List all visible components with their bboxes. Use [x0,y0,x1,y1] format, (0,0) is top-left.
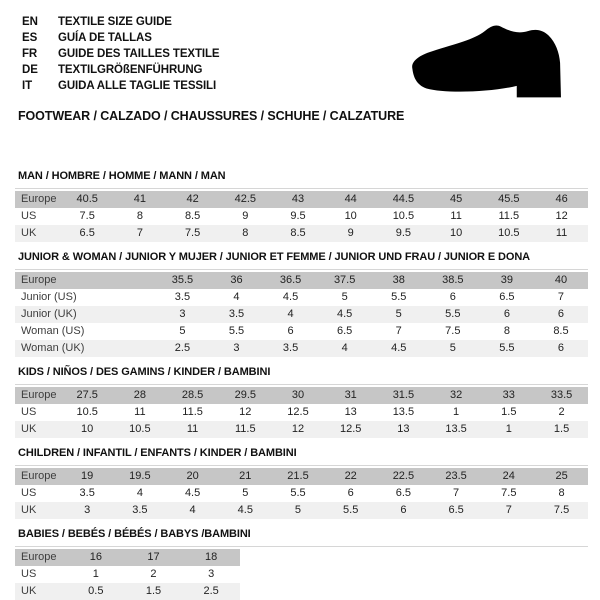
size-cell: 4.5 [372,340,426,357]
row-label: US [21,487,37,499]
size-cell: 12.5 [287,406,309,418]
size-cell: 3.5 [174,291,191,303]
size-cell: 10.5 [114,421,167,438]
size-cell: 3.5 [79,487,95,499]
size-cell: 6.5 [337,325,353,337]
size-cell: 40 [534,272,588,289]
size-cell: 13 [344,406,357,418]
size-cell: 33.5 [535,387,588,404]
size-cell: 11.5 [498,210,520,222]
size-cell: 1 [482,421,535,438]
size-cell: 6 [377,502,430,519]
size-cell: 5 [426,340,480,357]
size-table-section [15,251,588,357]
size-cell: 3 [209,340,263,357]
table-row [15,404,588,421]
language-code: ES [22,32,38,44]
table-row [15,306,588,323]
language-title: GUIDE DES TAILLES TEXTILE [58,48,220,60]
row-label: UK [15,225,61,242]
language-code: IT [22,80,33,92]
size-cell: 11 [450,210,462,222]
size-cell: 11.5 [182,406,203,418]
table-row [15,566,240,583]
table-row [15,468,588,485]
size-cell: 10.5 [76,406,98,418]
shoe-icon [398,16,586,100]
row-label: Junior (US) [21,291,77,303]
size-cell: 11 [166,421,219,438]
size-cell: 46 [535,191,588,208]
size-cell: 22 [324,468,377,485]
size-cell: 10.5 [482,225,535,242]
size-cell: 5.5 [324,502,377,519]
table-row [15,191,588,208]
size-cell: 24 [482,468,535,485]
table-wrap [15,465,588,519]
table-title: MAN / HOMBRE / HOMME / MANN / MAN [18,170,226,182]
size-cell: 2 [558,406,565,418]
size-cell: 4.5 [184,487,201,499]
size-table [15,549,240,600]
row-label: Europe [15,549,67,566]
size-cell: 7 [395,325,402,337]
size-table [15,387,588,438]
table-title: BABIES / BEBÉS / BÉBÉS / BABYS /BAMBINI [18,528,251,540]
row-label: Europe [15,468,61,485]
size-cell: 6 [534,340,588,357]
table-wrap [15,269,588,357]
table-title: JUNIOR & WOMAN / JUNIOR Y MUJER / JUNIOR ET FEMME / JUNIOR UND FRAU / JUNIOR E DONA [18,251,531,263]
size-table-section [15,447,588,519]
size-cell: 9.5 [377,225,430,242]
table-row [15,485,588,502]
size-cell: 4.5 [318,306,372,323]
size-cell: 5 [179,325,186,337]
size-tables [0,170,600,600]
size-cell: 35.5 [155,272,209,289]
row-label: Junior (UK) [15,306,155,323]
row-label: Woman (UK) [15,340,155,357]
size-table [15,468,588,519]
size-cell: 4 [233,291,240,303]
table-row [15,208,588,225]
size-cell: 7.5 [535,502,588,519]
size-cell: 6 [534,306,588,323]
size-cell: 17 [125,549,183,566]
size-cell: 13 [377,421,430,438]
size-cell: 38 [372,272,426,289]
size-cell: 38.5 [426,272,480,289]
size-cell: 25 [535,468,588,485]
table-row [15,549,240,566]
size-cell: 20 [166,468,219,485]
size-cell: 27.5 [61,387,114,404]
size-cell: 11 [134,406,146,418]
size-cell: 3 [208,568,215,580]
row-label: UK [15,502,61,519]
size-cell: 5.5 [426,306,480,323]
size-cell: 5 [372,306,426,323]
size-cell: 10 [61,421,114,438]
size-cell: 5 [272,502,325,519]
size-cell: 4 [166,502,219,519]
size-cell: 32 [430,387,483,404]
size-cell: 4 [318,340,372,357]
size-cell: 5.5 [290,487,306,499]
size-cell: 40.5 [61,191,114,208]
size-cell: 8.5 [184,210,201,222]
size-cell: 4 [136,487,143,499]
row-label: US [21,210,37,222]
row-label: UK [15,583,67,600]
table-row [15,421,588,438]
size-cell: 3 [61,502,114,519]
language-title: GUIDA ALLE TAGLIE TESSILI [58,80,217,92]
table-row [15,323,588,340]
category-title: FOOTWEAR / CALZADO / CHAUSSURES / SCHUHE / CALZATURE [18,109,405,123]
size-cell: 7.5 [445,325,461,337]
size-cell: 13.5 [430,421,483,438]
size-cell: 21 [219,468,272,485]
size-cell: 11.5 [219,421,272,438]
size-cell: 4.5 [282,291,299,303]
size-cell: 1 [92,568,99,580]
size-cell: 5 [341,291,348,303]
size-cell: 16 [67,549,125,566]
size-cell: 43 [272,191,325,208]
table-row [15,502,588,519]
size-cell: 21.5 [272,468,325,485]
size-cell: 36 [209,272,263,289]
size-cell: 22.5 [377,468,430,485]
size-table-section [15,366,588,438]
size-cell: 6 [480,306,534,323]
size-cell: 1.5 [535,421,588,438]
size-cell: 9 [324,225,377,242]
size-cell: 42.5 [219,191,272,208]
row-label: US [21,568,37,580]
size-cell: 7 [557,291,565,303]
table-title: KIDS / NIÑOS / DES GAMINS / KINDER / BAMBINI [18,366,271,378]
size-cell: 4.5 [219,502,272,519]
table-title: CHILDREN / INFANTIL / ENFANTS / KINDER / BAMBINI [18,447,297,459]
size-cell: 7 [482,502,535,519]
size-cell: 37.5 [318,272,372,289]
size-cell: 23.5 [430,468,483,485]
row-label: Europe [15,387,61,404]
size-cell: 8 [503,325,510,337]
size-cell: 8.5 [553,325,569,337]
size-cell: 29.5 [219,387,272,404]
language-title: TEXTILGRÖßENFÜHRUNG [58,64,203,76]
size-cell: 36.5 [264,272,318,289]
size-cell: 2.5 [182,583,240,600]
size-cell: 8 [136,210,143,222]
size-cell: 8 [558,487,565,499]
size-table [15,272,588,357]
size-cell: 10.5 [392,210,415,222]
size-table-section [15,170,588,242]
size-cell: 18 [182,549,240,566]
size-cell: 7 [114,225,167,242]
size-cell: 3.5 [114,502,167,519]
size-cell: 30 [272,387,325,404]
size-cell: 12 [272,421,325,438]
size-cell: 12 [555,210,568,222]
size-cell: 6 [287,325,294,337]
table-wrap [15,188,588,242]
size-cell: 3.5 [264,340,318,357]
size-cell: 9 [242,210,249,222]
size-cell: 6.5 [499,291,515,303]
size-cell: 8 [219,225,272,242]
size-cell: 44 [324,191,377,208]
language-title: GUÍA DE TALLAS [58,32,152,44]
size-cell: 7.5 [166,225,219,242]
size-cell: 19 [61,468,114,485]
size-cell: 42 [166,191,219,208]
table-wrap [15,546,588,600]
header [0,0,600,123]
size-cell: 28 [114,387,167,404]
row-label: UK [15,421,61,438]
size-cell: 0.5 [67,583,125,600]
table-row [15,289,588,306]
size-cell: 6 [347,487,354,499]
size-cell: 3 [155,306,209,323]
size-cell: 5.5 [228,325,245,337]
row-label: Woman (US) [21,325,85,337]
size-cell: 7.5 [79,210,95,222]
table-row [15,272,588,289]
size-cell: 1.5 [501,406,517,418]
size-cell: 6.5 [395,487,412,499]
row-label: Europe [15,272,155,289]
row-label: Europe [15,191,61,208]
size-cell: 1 [453,406,460,418]
size-table [15,191,588,242]
table-row [15,225,588,242]
size-cell: 5.5 [480,340,534,357]
size-cell: 11 [535,225,588,242]
size-cell: 6 [449,291,456,303]
size-cell: 10 [344,210,357,222]
language-title: TEXTILE SIZE GUIDE [58,16,172,28]
size-table-section [15,528,588,600]
size-cell: 31.5 [377,387,430,404]
row-label: US [21,406,37,418]
size-cell: 2 [150,568,157,580]
size-cell: 5 [242,487,249,499]
size-cell: 2.5 [155,340,209,357]
size-cell: 9.5 [290,210,306,222]
language-code: DE [22,64,38,76]
size-cell: 28.5 [166,387,219,404]
size-cell: 8.5 [272,225,325,242]
size-cell: 6.5 [61,225,114,242]
size-cell: 6.5 [430,502,483,519]
size-cell: 41 [114,191,167,208]
size-cell: 3.5 [209,306,263,323]
size-cell: 33 [482,387,535,404]
size-cell: 7.5 [501,487,517,499]
table-row [15,387,588,404]
size-cell: 45.5 [482,191,535,208]
table-wrap [15,384,588,438]
size-cell: 5.5 [391,291,407,303]
language-code: FR [22,48,38,60]
size-cell: 45 [430,191,483,208]
table-row [15,583,240,600]
size-cell: 19.5 [114,468,167,485]
size-cell: 13.5 [392,406,415,418]
language-code: EN [22,16,38,28]
size-cell: 44.5 [377,191,430,208]
size-cell: 7 [453,487,460,499]
size-cell: 12.5 [324,421,377,438]
size-cell: 10 [430,225,483,242]
table-row [15,340,588,357]
size-cell: 39 [480,272,534,289]
size-cell: 31 [324,387,377,404]
size-cell: 4 [264,306,318,323]
size-cell: 12 [239,406,252,418]
size-cell: 1.5 [125,583,183,600]
